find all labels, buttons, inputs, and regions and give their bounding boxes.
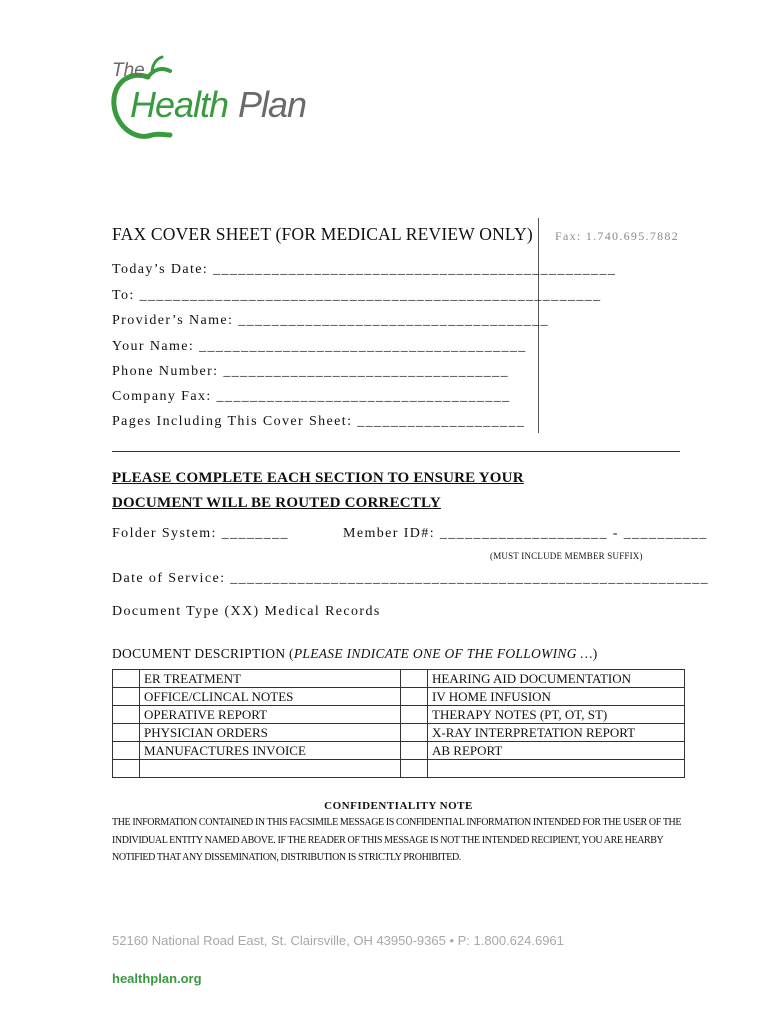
- document-description-label: [112, 646, 598, 662]
- phone-number-field[interactable]: Phone Number: __________________________________: [112, 364, 509, 379]
- footer-address: 52160 National Road East, St. Clairsville, OH 43950-9365 • P: 1.800.624.6961: [112, 933, 564, 948]
- footer-url-link[interactable]: healthplan.org: [112, 971, 202, 986]
- member-id-field[interactable]: Member ID#: ____________________ - __________: [343, 526, 708, 541]
- horizontal-divider: [112, 451, 680, 452]
- checkbox-cell[interactable]: [401, 742, 428, 760]
- option-label: AB REPORT: [428, 742, 685, 760]
- checkbox-cell[interactable]: [113, 670, 140, 688]
- checkbox-cell[interactable]: [113, 760, 140, 778]
- providers-name-field[interactable]: Provider’s Name: _____________________________________: [112, 313, 549, 328]
- option-label: [140, 760, 401, 778]
- logo-the-text: The: [112, 60, 145, 81]
- checkbox-cell[interactable]: [401, 724, 428, 742]
- option-label: IV HOME INFUSION: [428, 688, 685, 706]
- confidentiality-body: THE INFORMATION CONTAINED IN THIS FACSIMILE MESSAGE IS CONFIDENTIAL INFORMATION INTENDED FOR THE USER OF THE INDIVIDUAL ENTITY NAMED ABOVE. IF THE READER OF THIS MESSAGE IS NOT THE INTENDED RECIPIENT, YOU ARE HEARBY NOTIFIED THAT ANY DISSEMINATION, DISTRIBUTION IS STRICTLY PROHIBITED.: [112, 817, 682, 863]
- to-field[interactable]: To: _______________________________________________________: [112, 288, 602, 303]
- option-label: OPERATIVE REPORT: [140, 706, 401, 724]
- document-description-table: [112, 669, 685, 778]
- table-row: [113, 724, 685, 742]
- table-row: [113, 742, 685, 760]
- option-label: MANUFACTURES INVOICE: [140, 742, 401, 760]
- option-label: HEARING AID DOCUMENTATION: [428, 670, 685, 688]
- checkbox-cell[interactable]: [401, 670, 428, 688]
- section-heading: [112, 466, 524, 516]
- checkbox-cell[interactable]: [113, 742, 140, 760]
- section-heading-line1: PLEASE COMPLETE EACH SECTION TO ENSURE YOUR: [112, 470, 524, 486]
- todays-date-field[interactable]: Today’s Date: ________________________________________________: [112, 262, 617, 277]
- date-of-service-field[interactable]: Date of Service: _________________________________________________________: [112, 571, 710, 586]
- fax-number: Fax: 1.740.695.7882: [555, 229, 680, 243]
- table-row: [113, 688, 685, 706]
- option-label: ER TREATMENT: [140, 670, 401, 688]
- checkbox-cell[interactable]: [113, 706, 140, 724]
- section-heading-line2: DOCUMENT WILL BE ROUTED CORRECTLY: [112, 495, 441, 511]
- logo-plan-text: Plan: [238, 84, 307, 125]
- pages-field[interactable]: Pages Including This Cover Sheet: ____________________: [112, 414, 526, 429]
- company-fax-field[interactable]: Company Fax: ___________________________________: [112, 389, 511, 404]
- logo-health-text: Health: [130, 84, 229, 125]
- checkbox-cell[interactable]: [113, 724, 140, 742]
- confidentiality-title: CONFIDENTIALITY NOTE: [324, 800, 473, 812]
- table-row: [113, 760, 685, 778]
- checkbox-cell[interactable]: [401, 760, 428, 778]
- table-row: [113, 706, 685, 724]
- option-label: PHYSICIAN ORDERS: [140, 724, 401, 742]
- document-type-field: Document Type (XX) Medical Records: [112, 604, 381, 619]
- table-row: [113, 670, 685, 688]
- your-name-field[interactable]: Your Name: _______________________________________: [112, 339, 527, 354]
- page-title: FAX COVER SHEET (FOR MEDICAL REVIEW ONLY): [112, 224, 533, 244]
- desc-instruction: PLEASE INDICATE ONE OF THE FOLLOWING …: [293, 646, 593, 661]
- folder-system-field[interactable]: Folder System: ________: [112, 526, 289, 541]
- option-label: OFFICE/CLINCAL NOTES: [140, 688, 401, 706]
- desc-label: DOCUMENT DESCRIPTION (: [112, 646, 294, 661]
- checkbox-cell[interactable]: [113, 688, 140, 706]
- option-label: X-RAY INTERPRETATION REPORT: [428, 724, 685, 742]
- desc-close: ): [592, 646, 598, 661]
- member-suffix-note: (MUST INCLUDE MEMBER SUFFIX): [490, 551, 643, 561]
- checkbox-cell[interactable]: [401, 706, 428, 724]
- option-label: THERAPY NOTES (PT, OT, ST): [428, 706, 685, 724]
- option-label: [428, 760, 685, 778]
- checkbox-cell[interactable]: [401, 688, 428, 706]
